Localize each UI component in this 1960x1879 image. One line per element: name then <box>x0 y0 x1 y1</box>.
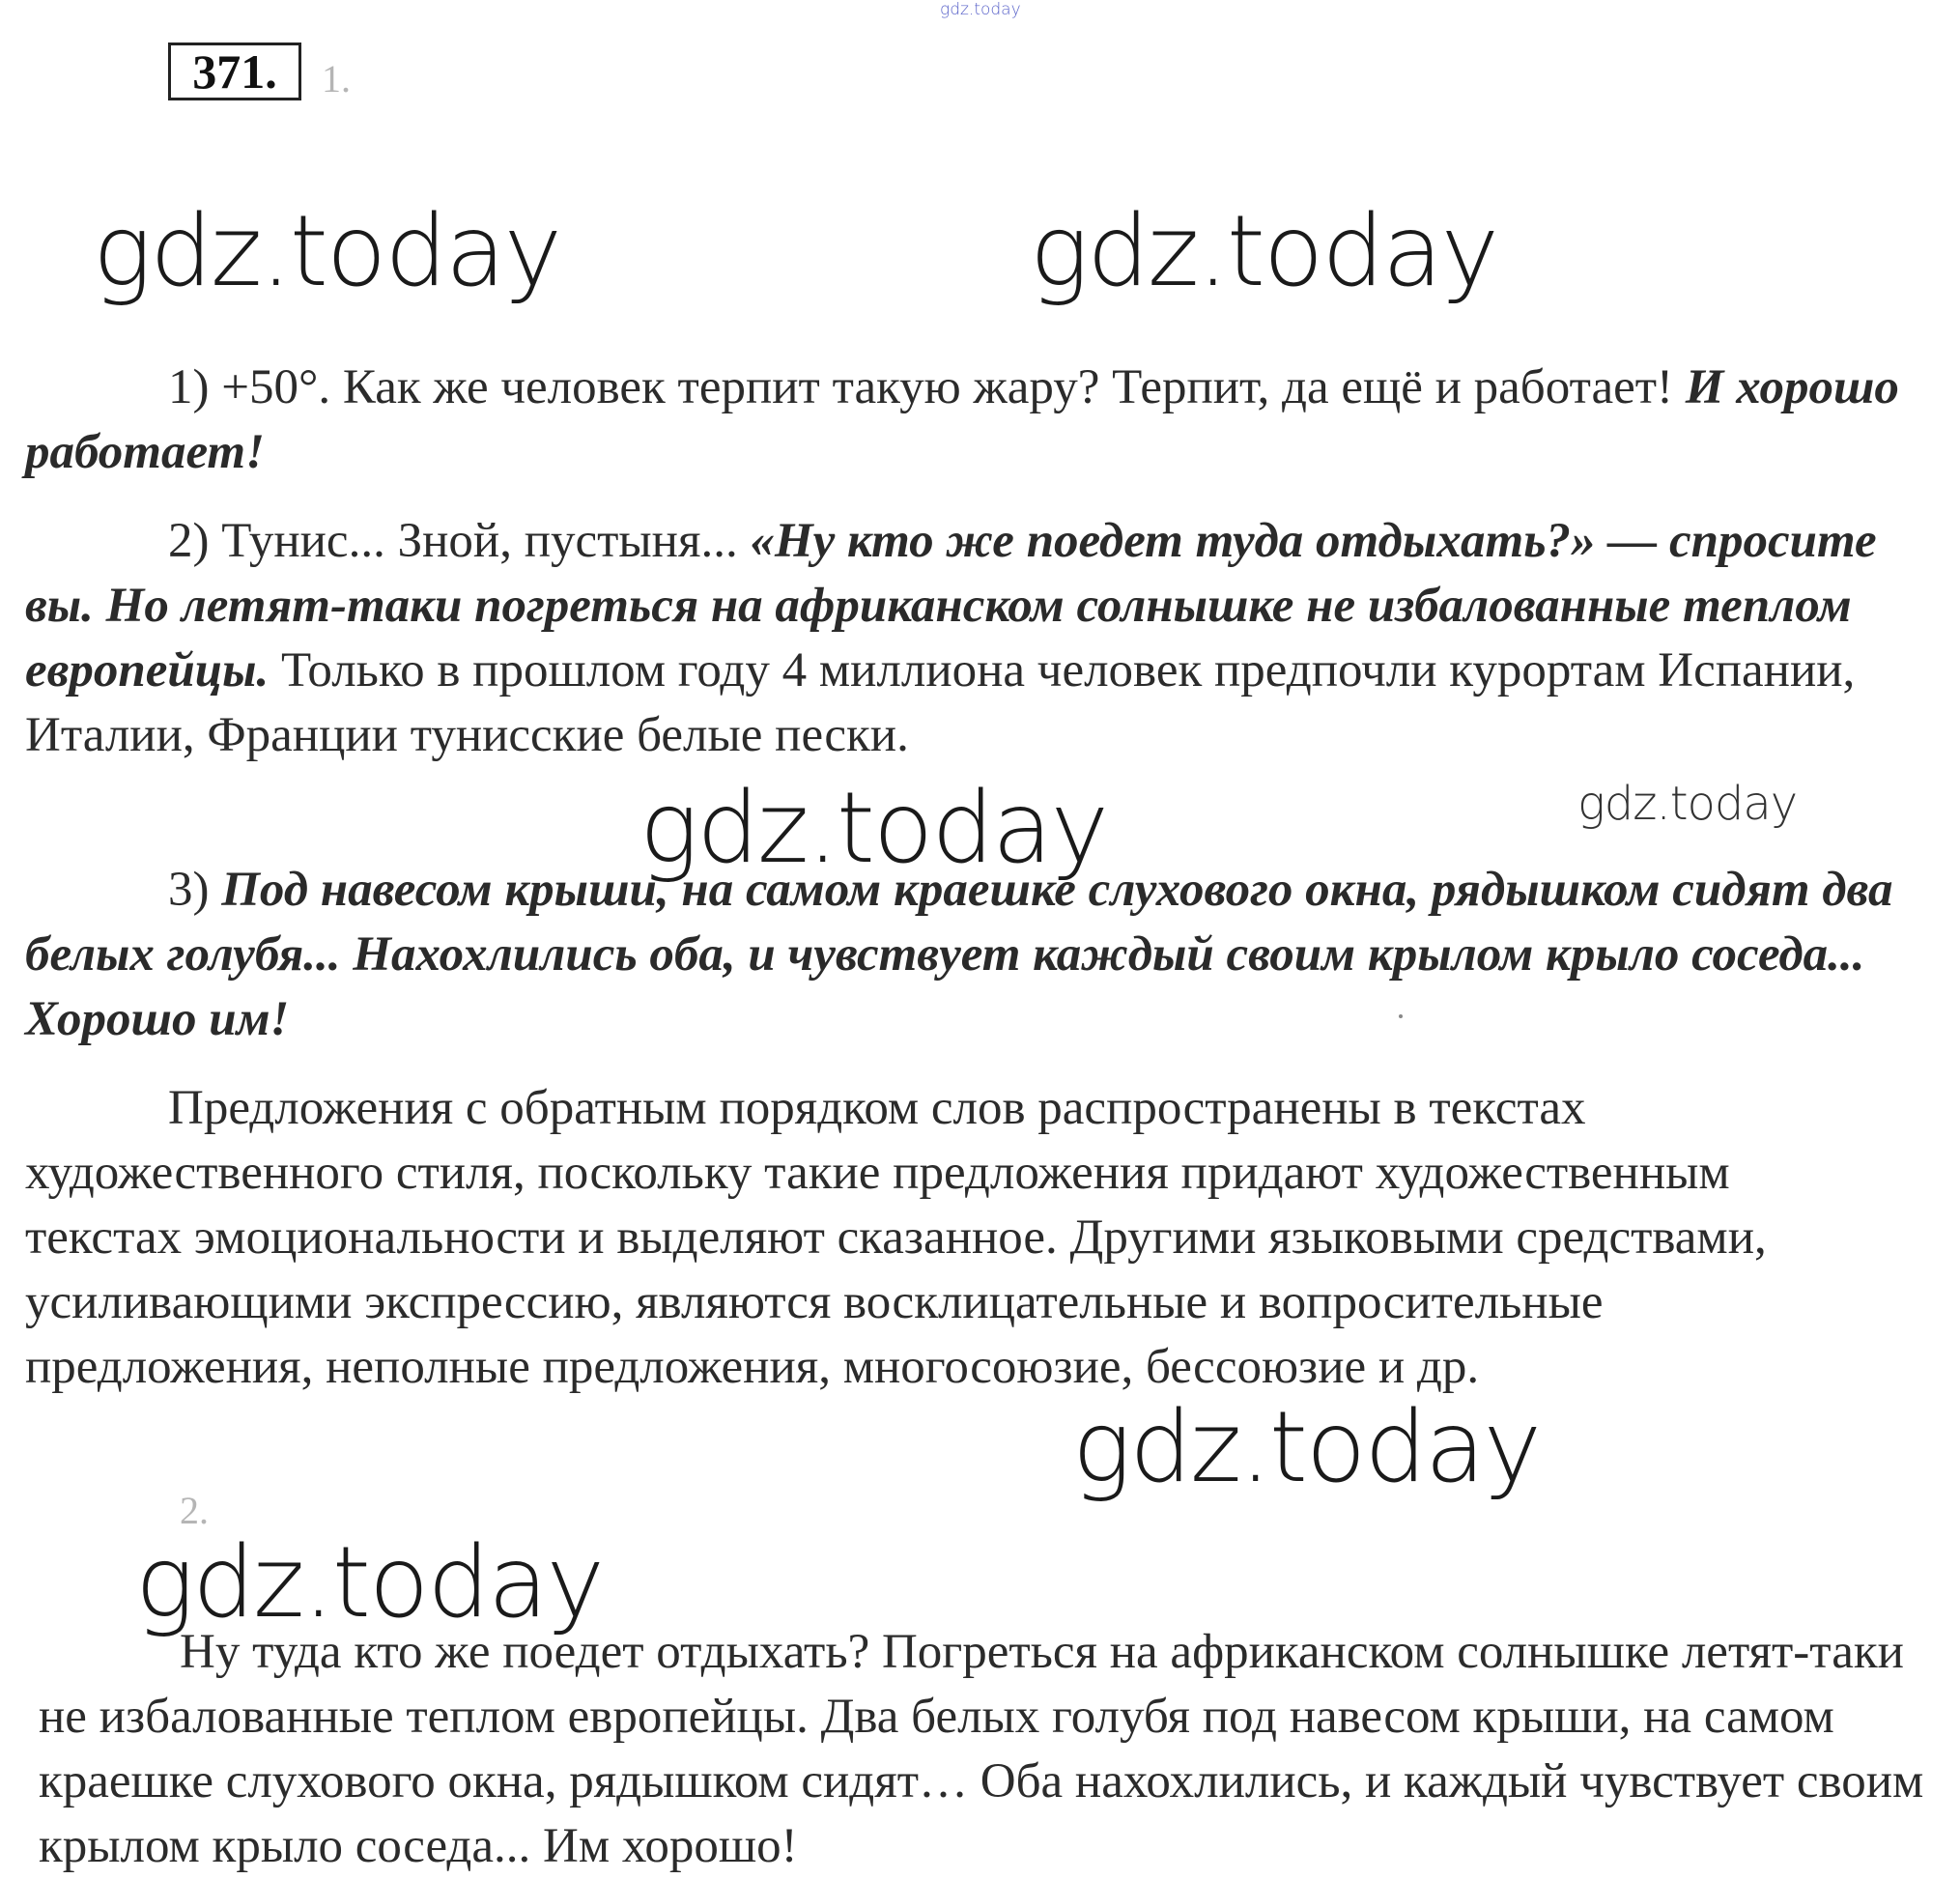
paragraph-part-2-text: Ну туда кто же поедет отдыхать? Погреться на африканском солнышке летят-таки не избалованные теплом европейцы. Два белых голубя под навесом крыши, на самом краешке слухового окна, рядышком сидят… Оба нахохлились, и каждый чувствует своим крылом крыло соседа... Им хорошо! <box>39 1625 1924 1873</box>
watermark-3: gdz.today <box>639 771 1107 886</box>
paragraph-1 <box>25 356 1938 485</box>
paragraph-1-bold: И хорошо работает! <box>25 360 1899 479</box>
stray-dot <box>1399 1014 1403 1018</box>
exercise-number: 371. <box>168 43 301 100</box>
paragraph-part-2 <box>39 1620 1942 1879</box>
watermark-top-small: gdz.today <box>940 0 1021 19</box>
part-2-label: 2. <box>180 1489 209 1532</box>
watermark-4: gdz.today <box>1577 777 1798 831</box>
watermark-1: gdz.today <box>93 194 560 309</box>
paragraph-4-text: Предложения с обратным порядком слов распространены в текстах художественного стиля, поскольку такие предложения придают художественным текстах эмоциональности и выделяют сказанное. Другими языковыми средствами, усиливающими экспрессию, являются восклицательные и вопросительные предложения, неполные предложения, многосоюзие, бессоюзие и др. <box>25 1081 1767 1394</box>
paragraph-2-bold: «Ну кто же поедет туда отдыхать?» — спросите вы. Но летят-таки погреться на африканском солнышке не избалованные теплом европейцы. <box>25 514 1877 698</box>
paragraph-3-bold: Под навесом крыши, на самом краешке слухового окна, рядышком сидят два белых голубя... Нахохлились оба, и чувствует каждый своим крылом крыло соседа... Хорошо им! <box>25 863 1893 1046</box>
paragraph-4 <box>25 1076 1889 1400</box>
watermark-5: gdz.today <box>1072 1390 1540 1505</box>
watermark-6: gdz.today <box>135 1525 603 1640</box>
watermark-2: gdz.today <box>1030 194 1497 309</box>
paragraph-2-start: 2) Тунис... Зной, пустыня... <box>168 514 738 568</box>
paragraph-1-text: 1) +50°. Как же человек терпит такую жару? Терпит, да ещё и работает! <box>168 360 1674 414</box>
paragraph-3-start: 3) <box>168 863 210 917</box>
paragraph-2 <box>25 509 1918 768</box>
part-1-label: 1. <box>322 57 351 100</box>
paragraph-2-end: Только в прошлом году 4 миллиона человек предпочли курортам Испании, Италии, Франции тунисские белые пески. <box>25 643 1856 762</box>
paragraph-3 <box>25 858 1938 1052</box>
